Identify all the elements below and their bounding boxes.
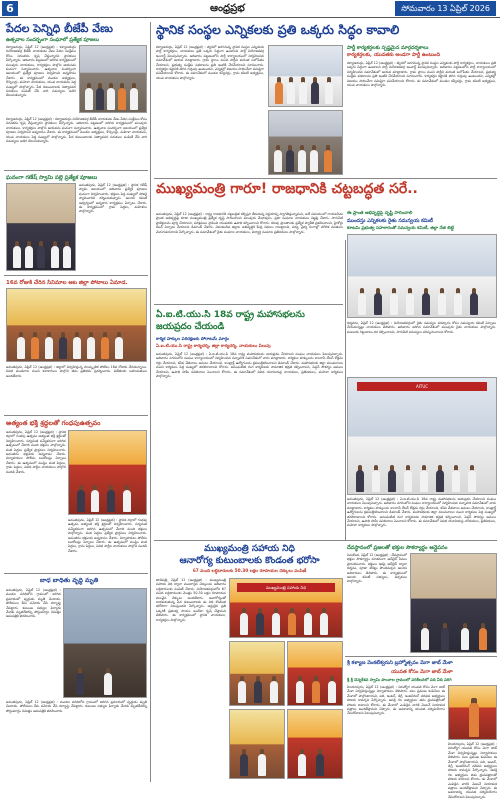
issue-date: సోమవారం 13 ఏప్రిల్ 2026 — [395, 1, 496, 16]
fire-photo — [63, 588, 147, 698]
section-divider — [4, 573, 148, 574]
local-elections-photo-1 — [268, 45, 343, 107]
page-number: 6 — [2, 1, 18, 16]
ganesh-headline: ఘనంగా గణేష్ స్వామి పల్లె ప్రత్యేక పూజలు — [6, 175, 98, 181]
farmers-headline: ముందస్తు ఎన్నికలకు రైతు సమన్వయ కమిటీ — [347, 218, 433, 224]
capital-subhead: ఈ ప్రాంత అభివృద్ధిపై దృష్టి సారించాలి — [347, 211, 413, 216]
cm-relief-photo-4 — [229, 709, 285, 779]
local-elections-photo-2 — [268, 110, 343, 175]
section-divider — [4, 415, 148, 416]
cm-relief-photo-3 — [287, 641, 343, 706]
section-divider — [154, 540, 497, 541]
cm-relief-subhead: 67 మంది లబ్ధిదారులకు 50.30 లక్షల రూపాయల చెక్కులు పంపిణీ — [192, 569, 307, 574]
kalyanadurgam-subhead: ఉత్సవాల సందర్భంగా సంఘాలో ప్రత్యేక పూజలు — [6, 37, 99, 43]
aituc-subhead-1: కార్మిక హక్కుల పరిరక్షణకు పోరాటమే మార్గం — [156, 337, 230, 342]
aituc-photo — [347, 377, 497, 495]
cm-relief-photo-5 — [287, 709, 343, 779]
fire-body: అనంతపురం, ఏప్రిల్ 12 (ఆంధ్రప్రభ) : మండల పరిధిలోని గ్రామంలో జరిగిన ప్రమాదంలో వృద్ధుడు మృతి చెందాడు. పోలీసులు కేసు నమోదు చేసి దర్యాప్తు చేపట్టారు. కుటుంబ సభ్యుల ఫిర్యాదు మేరకు మృతదేహాన్ని పోస్టుమార్టం నిమిత్తం ఆసుపత్రికి తరలించారు. — [6, 588, 61, 619]
kalyanadurgam-body: కళ్యాణదుర్గం, ఏప్రిల్ 12 (ఆంధ్రప్రభ) : కళ్యాణదుర్గం నియోజకవర్గ బీజేపీ నాయకుడు వేణు పేదల సంక్షేమం కోసం నిరంతరం కృషి చేస్తున్నారని స్థానికులు పేర్కొన్నారు. ఆదివారం పట్టణంలో జరిగిన కార్యక్రమంలో పలువురు నాయకులు, కార్యకర్తలు పాల్గొని ఆయనను ఘనంగా సన్మానించారు. ఉత్సవాల సందర్భంగా ఆలయంలో ప్రత్యేక పూజలు నిర్వహించి అన్నదానం చేశారు. ఈ కార్యక్రమంలో మండల అధ్యక్షులు, కౌన్సిలర్లు, మహిళా నాయకులు, యువ నాయకులు పెద్ద సంఖ్యలో పాల్గొన్నారు. పేద కుటుంబాలకు నిత్యావసర సరుకులు పంపిణీ చేసి వారి సమస్యలు అడిగి తెలుసుకున్నారు. — [6, 45, 76, 98]
farmers-body: ధర్మవరం, ఏప్రిల్ 12 (ఆంధ్రప్రభ) : నియోజకవర్గంలో రైతు సమస్యల పరిష్కారం కోసం సమన్వయ కమిటీ ఏర్పాటు చేయనున్నట్లు నాయకులు తెలిపారు. ఆదివారం జరిగిన సమావేశంలో పలువురు రైతు నాయకులు పాల్గొన్నారు. పంటలకు గిట్టుబాటు ధర కల్పించాలని, సాగునీటి సమస్యలు పరిష్కరించాలని కోరారు. — [347, 321, 496, 334]
cm-relief-photo-2 — [229, 641, 285, 706]
cm-relief-headline: ముఖ్యమంత్రి సహాయ నిధి — [204, 544, 295, 554]
aituc-body: అనంతపురం, ఏప్రిల్ 12 (ఆంధ్రప్రభ) : ఏ.ఐ.టి.యు.సి 18వ రాష్ట్ర మహాసభలను జయప్రదం చేయాలని సంఘం నాయకులు పిలుపునిచ్చారు. ఆదివారం నగరంలోని సంఘం కార్యాలయంలో నిర్వహించిన సన్నాహక సమావేశంలో వారు మాట్లాడారు. కార్మికుల హక్కులను కాలరాసే లేబర్ కోడ్లను రద్దు చేయాలని, కనీస వేతనాలు అమలు చేయాలని, కాంట్రాక్ట్ ఉద్యోగులను క్రమబద్ధీకరించాలని డిమాండ్ చేశారు. మహాసభలకు జిల్లా నలుమూలల నుంచి కార్మికులు పెద్ద సంఖ్యలో తరలిరావాలని కోరారు. అసంఘటిత రంగ కార్మికులకు సామాజిక భద్రత కల్పించాలని, పెన్షన్ సౌకర్యం అమలు చేయాలని, ఉపాధి హామీ పనిదినాలు పెంచాలని కోరారు. ఈ సమావేశంలో వివిధ యూనియన్ల నాయకులు, ప్రతినిధులు, మహిళా కార్మికులు పాల్గొన్నారు. — [156, 352, 343, 379]
section-divider — [4, 275, 148, 276]
cm-relief-body: తాడిపత్రి, ఏప్రిల్ 12 (ఆంధ్రప్రభ) : ముఖ్యమంత్రి సహాయ నిధి ద్వారా మంజూరైన చెక్కులను ఆదివారం లబ్ధిదారులకు పంపిణీ చేశారు. నియోజకవర్గంలోని 67 మంది లబ్ధిదారులకు మొత్తం 50.30 లక్షల రూపాయల విలువైన చెక్కులు అందజేశారు. ఆనారోగ్యంతో బాధపడుతున్న పేద కుటుంబాలకు ఈ నిధి కొండంత భరోసాగా నిలుస్తుందని పేర్కొన్నారు. అర్హులైన ప్రతి ఒక్కరికీ ప్రభుత్వ సాయం అందేలా కృషి చేస్తామని తెలిపారు. ఈ కార్యక్రమంలో స్థానిక నాయకులు, కార్యకర్తలు పాల్గొన్నారు. — [156, 578, 226, 622]
local-elections-subhead-2: కార్యకర్తలకు, యువతకు అండగా పార్టీ ఉంటుంది — [347, 52, 440, 58]
aituc-body-continued: అనంతపురం, ఏప్రిల్ 12 (ఆంధ్రప్రభ) : ఏ.ఐ.టి.యు.సి 18వ రాష్ట్ర మహాసభలను జయప్రదం చేయాలని సంఘం నాయకులు పిలుపునిచ్చారు. ఆదివారం నగరంలోని సంఘం కార్యాలయంలో నిర్వహించిన సన్నాహక సమావేశంలో వారు మాట్లాడారు. కార్మికుల హక్కులను కాలరాసే లేబర్ కోడ్లను రద్దు చేయాలని, కనీస వేతనాలు అమలు చేయాలని, కాంట్రాక్ట్ ఉద్యోగులను క్రమబద్ధీకరించాలని డిమాండ్ చేశారు. మహాసభలకు జిల్లా నలుమూలల నుంచి కార్మికులు పెద్ద సంఖ్యలో తరలిరావాలని కోరారు. అసంఘటిత రంగ కార్మికులకు సామాజిక భద్రత కల్పించాలని, పెన్షన్ సౌకర్యం అమలు చేయాలని, ఉపాధి హామీ పనిదినాలు పెంచాలని కోరారు. ఈ సమావేశంలో వివిధ యూనియన్ల నాయకులు, ప్రతినిధులు, మహిళా కార్మికులు పాల్గొన్నారు. — [347, 497, 496, 528]
ganesh-photo — [6, 183, 76, 271]
fire-headline: బాధ బాధితు వృద్ధి మృతి — [40, 577, 99, 584]
ambedkar-body-continued: అనంతపురం, ఏప్రిల్ 12 (ఆంధ్రప్రభ) : స్థానిక దర్గాలో గంధపు ఉత్సవం అత్యంత భక్తి శ్రద్ధలతో నిర్వహించారు. సర్వమత సమ్మేళనంగా జరిగిన ఉత్సవంలో వేలాది మంది భక్తులు పాల్గొన్నారు. మత పెద్దలు ప్రత్యేక ప్రార్థనలు నిర్వహించారు. అనంతరం భక్తులకు అన్నదానం చేశారు. నిర్వాహకులు పోలీసు బందోబస్తు ఏర్పాటు చేశారు. ఈ ఉత్సవంలో ముస్లిం మత పెద్దలు, గ్రామ పెద్దలు, వివిధ పార్టీల నాయకులు పాల్గొని సందడి చేశారు. — [68, 518, 147, 553]
capital-body: అనంతపురం, ఏప్రిల్ 12 (ఆంధ్రప్రభ) : రాష్ట్ర రాజధానికి చట్టబద్ధత కల్పిస్తూ తీసుకున్న నిర్ణయాన్ని స్వాగతిస్తున్నామని, అదే సమయంలో రాయలసీమ ప్రాంత అభివృద్ధిపై కూడా ముఖ్యమంత్రి ప్రత్యేక దృష్టి సారించాలని పలువురు మేధావులు, ప్రజా సంఘాల నాయకులు విజ్ఞప్తి చేశారు. సాగునీటి ప్రాజెక్టులను పూర్తి చేయాలని, పరిశ్రమలు స్థాపించి యువతకు ఉపాధి కల్పించాలని కోరారు. కరువు ప్రాంతాలకు ప్రత్యేక ప్యాకేజీ ప్రకటించాలని, హైకోర్టు బెంచ్ ఏర్పాటు చేయాలని డిమాండ్ చేశారు. వెనుకబడిన జిల్లాల అభివృద్ధికి కేంద్ర నిధులు రాబట్టాలని, విద్య, వైద్య రంగాల్లో మౌలిక వసతులు మెరుగుపరచాలని పేర్కొన్నారు. ఈ సమావేశంలో రైతు సంఘాల నాయకులు, విద్యార్థి సంఘాల ప్రతినిధులు పాల్గొన్నారు. — [156, 212, 343, 234]
local-elections-body: కళ్యాణదుర్గం, ఏప్రిల్ 12 (ఆంధ్రప్రభ) : త్వరలో జరగనున్న స్థానిక సంస్థల ఎన్నికలకు పార్టీ కార్యకర్తలు, నాయకులు ప్రతి ఒక్కరు సిద్ధంగా ఉండాలని పార్టీ నియోజకవర్గ ఇంచార్జ్ పిలుపునిచ్చారు. ఆదివారం పట్టణంలోని పార్టీ కార్యాలయంలో నిర్వహించిన సమావేశంలో ఆయన మాట్లాడారు. గ్రామ స్థాయి నుంచి పార్టీని మరింత బలోపేతం చేయాలని, ప్రభుత్వ సంక్షేమ పథకాలను ప్రతి ఇంటికి చేరవేయాలని సూచించారు. కార్యకర్తల కష్టానికి తగిన గుర్తింపు ఉంటుందని, ఎన్నికల్లో విజయం సాధించేలా సమిష్టిగా పనిచేయాలని కోరారు. ఈ సమావేశంలో మండల కన్వీనర్లు, గ్రామ కమిటీ అధ్యక్షులు, యువ నాయకులు పాల్గొన్నారు. — [156, 45, 265, 80]
job-mela-photo — [448, 685, 497, 740]
local-elections-headline: స్థానిక సంస్థల ఎన్నికలకు ప్రతి ఒక్కరు సిద్ధం కావాలి — [156, 22, 400, 37]
section-divider — [154, 304, 343, 305]
cm-relief-photo-1 — [229, 578, 343, 638]
aituc-subhead-2: ఏ.ఐ.టి.యు.సి రాష్ట్ర కార్యదర్శి, జిల్లా కార్యదర్శి, నాయకులు పిలుపు — [156, 344, 271, 349]
cooperative-photo — [410, 553, 497, 653]
fire-body-continued: అనంతపురం, ఏప్రిల్ 12 (ఆంధ్రప్రభ) : మండల పరిధిలోని గ్రామంలో జరిగిన ప్రమాదంలో వృద్ధుడు మృతి చెందాడు. పోలీసులు కేసు నమోదు చేసి దర్యాప్తు చేపట్టారు. కుటుంబ సభ్యుల ఫిర్యాదు మేరకు మృతదేహాన్ని పోస్టుమార్టం నిమిత్తం ఆసుపత్రికి తరలించారు. — [6, 700, 147, 713]
local-elections-subhead-1: పార్టీ కార్యకర్తలకు స్పష్టమైన మార్గదర్శకాలు — [347, 45, 429, 51]
cinema-headline: 16వ రోజుకి చేరిన సినిమాల ఆట జిల్లా పోటాలు ఏమాడ. — [6, 280, 128, 286]
cooperative-body: పెనుకొండ, ఏప్రిల్ 12 (ఆంధ్రప్రభ) : దేవస్థానంలో భక్తుల సౌకర్యార్థం నూతనంగా ఆన్‌లైన్ సేవలు ప్రారంభించారు. భక్తులు ఇకపై ఆన్‌లైన్ ద్వారా దర్శనం, పూజా టికెట్లు పొందవచ్చని ఆలయ అధికారులు తెలిపారు. ఈ కార్యక్రమంలో ఆలయ కమిటీ సభ్యులు, అర్చకులు పాల్గొన్నారు. — [347, 553, 407, 584]
paper-name: ఆంధ్రప్రభ — [210, 3, 245, 14]
cinema-body: అనంతపురం, ఏప్రిల్ 12 (ఆంధ్రప్రభ) : జిల్లాలో నిర్వహిస్తున్న సాంస్కృతిక పోటీలు 16వ రోజుకు చేరుకున్నాయి. వివిధ మండలాల నుంచి కళాకారులు పాల్గొని తమ ప్రతిభను ప్రదర్శించారు. విజేతలకు బహుమతులు అందజేశారు. — [6, 365, 147, 378]
ambedkar-headline: అత్యంత భక్తి శ్రద్ధలతో గంధపుఉత్సవం — [6, 419, 101, 427]
cm-relief-photo-banner: ముఖ్యమంత్రి సహాయ నిధి — [237, 583, 336, 592]
job-mela-subhead-2: శ్రీ శ్రీ చెన్నకేశవ స్వామి పాంచాల గ్రామంలో పరిశీలనలో పది వీది పరిగి — [347, 677, 452, 682]
aituc-headline: ఏ.ఐ.టి.యు.సి 18వ రాష్ట్ర మహాసభలను జయప్రదం చేయండి — [156, 310, 305, 332]
job-mela-headline: శ్రీ కళ్యాణ వెంకటేశ్వరుని బ్రహ్మోత్సవం మెగా జాబ్ మేళా — [347, 660, 453, 666]
capital-headline: ముఖ్యమంత్రి గారూ! రాజధానికి చట్టబద్ధత సరే.. — [156, 181, 418, 197]
local-elections-body-continued: కళ్యాణదుర్గం, ఏప్రిల్ 12 (ఆంధ్రప్రభ) : త్వరలో జరగనున్న స్థానిక సంస్థల ఎన్నికలకు పార్టీ కార్యకర్తలు, నాయకులు ప్రతి ఒక్కరు సిద్ధంగా ఉండాలని పార్టీ నియోజకవర్గ ఇంచార్జ్ పిలుపునిచ్చారు. ఆదివారం పట్టణంలోని పార్టీ కార్యాలయంలో నిర్వహించిన సమావేశంలో ఆయన మాట్లాడారు. గ్రామ స్థాయి నుంచి పార్టీని మరింత బలోపేతం చేయాలని, ప్రభుత్వ సంక్షేమ పథకాలను ప్రతి ఇంటికి చేరవేయాలని సూచించారు. కార్యకర్తల కష్టానికి తగిన గుర్తింపు ఉంటుందని, ఎన్నికల్లో విజయం సాధించేలా సమిష్టిగా పనిచేయాలని కోరారు. ఈ సమావేశంలో మండల కన్వీనర్లు, గ్రామ కమిటీ అధ్యక్షులు, యువ నాయకులు పాల్గొన్నారు. — [347, 61, 496, 88]
section-divider — [4, 170, 148, 171]
column-rule — [150, 22, 151, 782]
farmers-subhead: కూటమి ప్రభుత్వ సహకారంతో సమన్వయ కమిటీ, జిల్లా నేత బెట్టి — [347, 226, 454, 231]
aituc-photo-banner: AITUC — [357, 382, 487, 391]
cooperative-headline: దేవస్థానంలో ప్రజలతో భక్తుల సౌకర్యార్థం ఆన్లైపనం — [347, 545, 448, 551]
job-mela-subhead: యువత కోసం మెగా జాబ్ మేళా — [391, 669, 453, 675]
job-mela-body-continued: హిందూపురం, ఏప్రిల్ 12 (ఆంధ్రప్రభ) : నిరుద్యోగ యువత కోసం మెగా జాబ్ మేళా నిర్వహిస్తున్నట్లు నిర్వాహకులు తెలిపారు. పలు ప్రముఖ కంపెనీలు ఈ మేళాలో పాల్గొంటాయని, పది, ఇంటర్, డిగ్రీ, ఇంజనీరింగ్ చదివిన అభ్యర్థులు హాజరు కావచ్చని పేర్కొన్నారు. ఆసక్తి గల అభ్యర్థులు తమ ధ్రువపత్రాలతో హాజరు కావాలని కోరారు. ఈ మేళాలో ఎంపికైన వారికి వెంటనే నియామక పత్రాలు అందజేస్తామని చెప్పారు. ఈ అవకాశాన్ని యువత సద్వినియోగం చేసుకోవాలని పిలుపునిచ్చారు. — [448, 742, 497, 799]
kalyanadurgam-headline: పేదల పెన్నిధి బీజేపీ వేణు — [6, 22, 113, 35]
kalyanadurgam-body-continued: కళ్యాణదుర్గం, ఏప్రిల్ 12 (ఆంధ్రప్రభ) : కళ్యాణదుర్గం నియోజకవర్గ బీజేపీ నాయకుడు వేణు పేదల సంక్షేమం కోసం నిరంతరం కృషి చేస్తున్నారని స్థానికులు పేర్కొన్నారు. ఆదివారం పట్టణంలో జరిగిన కార్యక్రమంలో పలువురు నాయకులు, కార్యకర్తలు పాల్గొని ఆయనను ఘనంగా సన్మానించారు. ఉత్సవాల సందర్భంగా ఆలయంలో ప్రత్యేక పూజలు నిర్వహించి అన్నదానం చేశారు. ఈ కార్యక్రమంలో మండల అధ్యక్షులు, కౌన్సిలర్లు, మహిళా నాయకులు, యువ నాయకులు పెద్ద సంఖ్యలో పాల్గొన్నారు. పేద కుటుంబాలకు నిత్యావసర సరుకులు పంపిణీ చేసి వారి సమస్యలు అడిగి తెలుసుకున్నారు. — [6, 117, 147, 144]
section-divider — [154, 178, 497, 179]
farmers-photo — [347, 234, 497, 318]
ambedkar-photo — [68, 430, 147, 515]
ambedkar-body: అనంతపురం, ఏప్రిల్ 12 (ఆంధ్రప్రభ) : స్థానిక దర్గాలో గంధపు ఉత్సవం అత్యంత భక్తి శ్రద్ధలతో నిర్వహించారు. సర్వమత సమ్మేళనంగా జరిగిన ఉత్సవంలో వేలాది మంది భక్తులు పాల్గొన్నారు. మత పెద్దలు ప్రత్యేక ప్రార్థనలు నిర్వహించారు. అనంతరం భక్తులకు అన్నదానం చేశారు. నిర్వాహకులు పోలీసు బందోబస్తు ఏర్పాటు చేశారు. ఈ ఉత్సవంలో ముస్లిం మత పెద్దలు, గ్రామ పెద్దలు, వివిధ పార్టీల నాయకులు పాల్గొని సందడి చేశారు. — [6, 430, 66, 474]
job-mela-body: హిందూపురం, ఏప్రిల్ 12 (ఆంధ్రప్రభ) : నిరుద్యోగ యువత కోసం మెగా జాబ్ మేళా నిర్వహిస్తున్నట్లు నిర్వాహకులు తెలిపారు. పలు ప్రముఖ కంపెనీలు ఈ మేళాలో పాల్గొంటాయని, పది, ఇంటర్, డిగ్రీ, ఇంజనీరింగ్ చదివిన అభ్యర్థులు హాజరు కావచ్చని పేర్కొన్నారు. ఆసక్తి గల అభ్యర్థులు తమ ధ్రువపత్రాలతో హాజరు కావాలని కోరారు. ఈ మేళాలో ఎంపికైన వారికి వెంటనే నియామక పత్రాలు అందజేస్తామని చెప్పారు. ఈ అవకాశాన్ని యువత సద్వినియోగం చేసుకోవాలని పిలుపునిచ్చారు. — [347, 685, 445, 716]
cm-relief-headline-2: ఆనారోగ్య కుటుంబాలకు కొండంత భరోసా — [179, 556, 320, 566]
cinema-photo — [6, 288, 147, 362]
kalyanadurgam-photo — [79, 45, 147, 113]
column-rule — [345, 240, 346, 540]
ganesh-body: అనంతపురం, ఏప్రిల్ 12 (ఆంధ్రప్రభ) : స్థానిక గణేష్ స్వామి ఆలయంలో ఆదివారం ప్రత్యేక పూజలు ఘనంగా నిర్వహించారు. భక్తులు పెద్ద సంఖ్యలో హాజరై స్వామివారిని దర్శించుకున్నారు. ఆలయ కమిటీ ఆధ్వర్యంలో అన్నదాన కార్యక్రమం ఏర్పాటు చేశారు. ఈ కార్యక్రమంలో గ్రామ పెద్దలు, మహిళలు పాల్గొన్నారు. — [79, 183, 147, 214]
page-masthead — [0, 0, 500, 18]
section-divider — [345, 656, 497, 657]
